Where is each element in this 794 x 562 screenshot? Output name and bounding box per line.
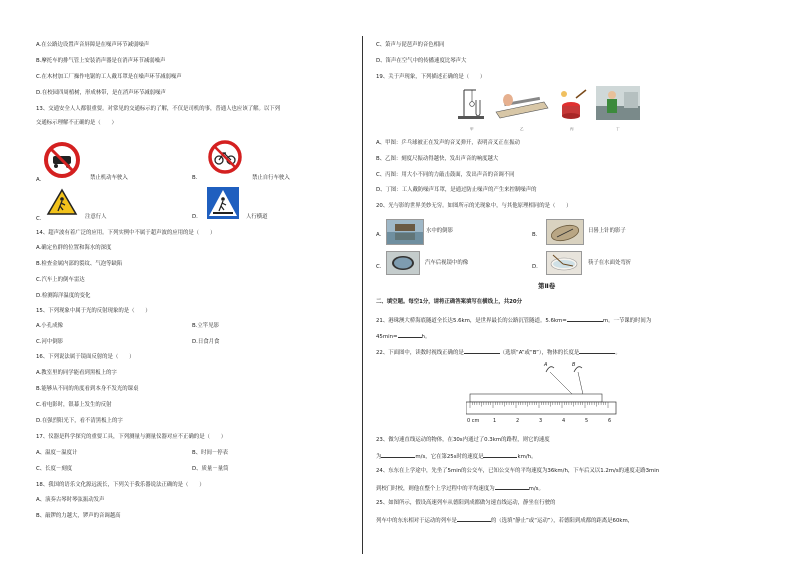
q20-d-label: D.	[532, 264, 538, 270]
q25-text-b: 的（选填“静止”或“运动”），若德阳到成都的距离是60km，	[490, 518, 634, 524]
ruler-label-1: 1	[493, 418, 497, 424]
q21-blank-2[interactable]	[398, 332, 422, 338]
q19-figures	[456, 86, 641, 134]
q18-option-a: A、演奏古琴时琴弦振动发声	[36, 497, 105, 503]
q21-line2-text-b: h。	[421, 334, 431, 340]
q23-text-c: km/h。	[517, 454, 537, 460]
q19-option-d: D、丁图：工人戴防噪声耳罩，是通过防止噪声的产生来控制噪声的	[376, 187, 537, 193]
q22-text-b: （选填“A”或“B”），物体的长度是	[499, 350, 580, 356]
left-column	[30, 0, 390, 562]
q13-b-label: B.	[192, 175, 198, 181]
part-two-instruction: 二、填空题。每空1分，请将正确答案填写在横线上，共20分	[376, 299, 523, 305]
q25-text-a: 列车中的东东相对于运动的列车是	[376, 518, 457, 524]
q18-option-d: D、笛声在空气中的传播速度比琴声大	[376, 58, 467, 64]
q16-option-c: C.看电影时，银幕上发生的反射	[36, 402, 112, 408]
q23-text-b: m/s，它在第25s时的速度是	[415, 454, 484, 460]
sundial-photo	[546, 219, 584, 245]
q18-option-c: C、箫声与琵琶声的音色相同	[376, 42, 445, 48]
q20-b-label: B.	[532, 232, 538, 238]
q22-text-a: 22、下面图中，读数时视线正确的是	[376, 350, 464, 356]
fig-label-ding: 丁	[616, 127, 620, 131]
q21-line2-text-a: 45min=	[376, 334, 398, 340]
no-motor-vehicle-sign-icon	[44, 142, 80, 178]
ruler-label-6: 6	[608, 418, 612, 424]
q23-blank-2[interactable]	[483, 452, 517, 458]
q25-line2	[376, 516, 633, 525]
water-reflection-photo	[386, 219, 424, 245]
eye-a-label: A	[544, 362, 548, 368]
tuning-fork-figure	[458, 90, 484, 119]
q24-line1: 24、东东在上学途中，先坐了5min的公交车，已知公交车的平均速度为36km/h，下车后又以1.2m/s的速度走路3min	[376, 468, 660, 474]
q23-line1: 23、做匀速直线运动的物体，在30s内通过了0.3km的路程，则它的速度	[376, 437, 550, 443]
eye-b-label: B	[572, 362, 576, 368]
fig-label-bing: 丙	[570, 127, 574, 131]
q24-blank[interactable]	[495, 484, 529, 490]
q17-option-c: C、长度－刻度	[36, 466, 73, 472]
q13-c-label: C.	[36, 216, 42, 222]
q13-c-text: 注意行人	[85, 214, 107, 220]
q23-line2	[376, 452, 536, 461]
pedestrian-warning-sign-icon	[46, 188, 78, 216]
q18-stem: 18、我国的语乐文化源远流长，下列关于我乐器说法正确的是（ ）	[36, 482, 205, 488]
ruler-on-table-figure	[496, 94, 548, 118]
ruler-label-4: 4	[562, 418, 566, 424]
right-column	[370, 0, 765, 562]
q24-text-b: m/s。	[528, 486, 544, 492]
q20-b-text: 日晷上针的影子	[588, 228, 626, 234]
ruler-label-0: 0 cm	[467, 418, 480, 424]
q22-ruler-figure	[466, 358, 622, 430]
drum-figure	[561, 90, 586, 119]
q18-option-b: B、敲锣的力越大，锣声的音调越高	[36, 513, 121, 519]
q16-option-b: B.能够从不同的角度看到本身不发光的课桌	[36, 386, 139, 392]
q15-option-a: A.小孔成像	[36, 323, 63, 329]
q13-a-text: 禁止机动车驶入	[90, 175, 128, 181]
q20-a-label: A.	[376, 232, 382, 238]
q14-option-c: C.汽车上的倒车雷达	[36, 277, 85, 283]
q22-blank-2[interactable]	[579, 348, 615, 354]
no-bicycle-sign-icon	[208, 140, 242, 174]
q13-stem-line1: 13、交通安全人人都很重要。对常见的交通标示的了解，不仅是司机的事，普通人也应该了解。以下列	[36, 106, 281, 112]
q16-option-a: A.教室里的同学能看到黑板上的字	[36, 370, 117, 376]
q14-stem: 14、超声波有着广泛的应用。下列实例中不属于超声波的应用的是（ ）	[36, 230, 216, 236]
q19-option-a: A、甲图：乒乓球被正在发声的音叉弹开，表明音叉正在振动	[376, 140, 520, 146]
q20-stem: 20、光与影的世界美妙无穷。如图所示的光现象中，与其他原理相同的是（ ）	[376, 203, 572, 209]
q13-d-label: D.	[192, 214, 198, 220]
chopsticks-bowl-photo	[546, 251, 582, 275]
q17-option-a: A、温度－温度计	[36, 450, 78, 456]
q21-line1	[376, 316, 651, 325]
q14-option-a: A.确定鱼群的位置和海水的深度	[36, 245, 112, 251]
q19-option-c: C、丙图：用大小不同的力敲击鼓面，发出声音的音调不同	[376, 172, 515, 178]
q14-option-b: B.检查金属内部的裂纹、气泡等缺陷	[36, 261, 123, 267]
q20-c-text: 汽车后视镜中的像	[425, 260, 469, 266]
q13-b-text: 禁止自行车驶入	[252, 175, 290, 181]
measured-object	[470, 394, 602, 402]
q19-stem: 19、关于声现象，下列描述正确的是（ ）	[376, 74, 486, 80]
q20-a-text: 水中的倒影	[426, 228, 453, 234]
ruler-label-2: 2	[516, 418, 520, 424]
q23-blank-1[interactable]	[381, 452, 415, 458]
ruler-label-3: 3	[539, 418, 543, 424]
q20-c-label: C.	[376, 264, 382, 270]
q16-stem: 16、下列说法属于镜面反射的是（ ）	[36, 354, 135, 360]
q13-d-text: 人行横道	[246, 214, 268, 220]
q21-line1-text-b: m。一节课的时间为	[602, 318, 652, 324]
q12-option-d: D.在校园四周植树，形成林带，是在消声环节减弱噪声	[36, 90, 166, 96]
q24-text-a: 到校门时校，则他在整个上学过程中的平均速度为	[376, 486, 495, 492]
factory-worker-figure	[596, 86, 640, 120]
q19-option-b: B、乙图：刻度尺振动得越快，发出声音的响度越大	[376, 156, 499, 162]
q13-stem-line2: 交通标示理解不正确的是（ ）	[36, 120, 117, 126]
fig-label-yi: 乙	[520, 127, 524, 131]
q17-option-b: B、时间－停表	[192, 450, 229, 456]
q17-option-d: D、质量－量筒	[192, 466, 229, 472]
q12-option-b: B.摩托车的排气管上安装消声器是在消声环节减弱噪声	[36, 58, 166, 64]
q21-line2	[376, 332, 430, 341]
part-two-title: 第Ⅱ卷	[538, 282, 556, 290]
q15-stem: 15、下列现象中属于光的反射现象的是（ ）	[36, 308, 151, 314]
ruler-label-5: 5	[585, 418, 589, 424]
q15-option-d: D.日食月食	[192, 339, 220, 345]
q24-line2	[376, 484, 544, 493]
column-divider	[362, 36, 363, 554]
q12-option-c: C.在木材加工厂操作电锯的工人戴耳罩是在噪声环节减弱噪声	[36, 74, 182, 80]
q16-option-d: D.在强烈阳光下，看不清黑板上的字	[36, 418, 123, 424]
q15-option-b: B.立竿见影	[192, 323, 219, 329]
fig-label-jia: 甲	[470, 127, 474, 131]
q12-option-a: A.在公路边设置声音屏障是在噪声环节减弱噪声	[36, 42, 150, 48]
q15-option-c: C.河中倒影	[36, 339, 64, 345]
q22-text-c: 。	[615, 350, 621, 356]
q14-option-d: D.检测海洋温度的变化	[36, 293, 91, 299]
car-mirror-photo	[386, 251, 420, 275]
q25-blank[interactable]	[457, 516, 491, 522]
q21-blank-1[interactable]	[567, 316, 603, 322]
q22-blank-1[interactable]	[464, 348, 500, 354]
q17-stem: 17、仪器是科学探究的重要工具，下列测量与测量仪器对应不正确的是（ ）	[36, 434, 227, 440]
q25-line1: 25、如图所示，假设高速列车从德阳到成都做匀速直线运动，静坐在行驶的	[376, 500, 556, 506]
q21-line1-text-a: 21、港珠澳大桥海底隧道全长达5.6km，是世界最长的公路沉管隧道。5.6km=	[376, 318, 567, 324]
q13-a-label: A.	[36, 177, 42, 183]
q20-d-text: 筷子在水面处弯折	[588, 260, 632, 266]
crosswalk-sign-icon	[206, 186, 240, 220]
q22-line	[376, 348, 621, 357]
q23-text-a: 为	[376, 454, 382, 460]
